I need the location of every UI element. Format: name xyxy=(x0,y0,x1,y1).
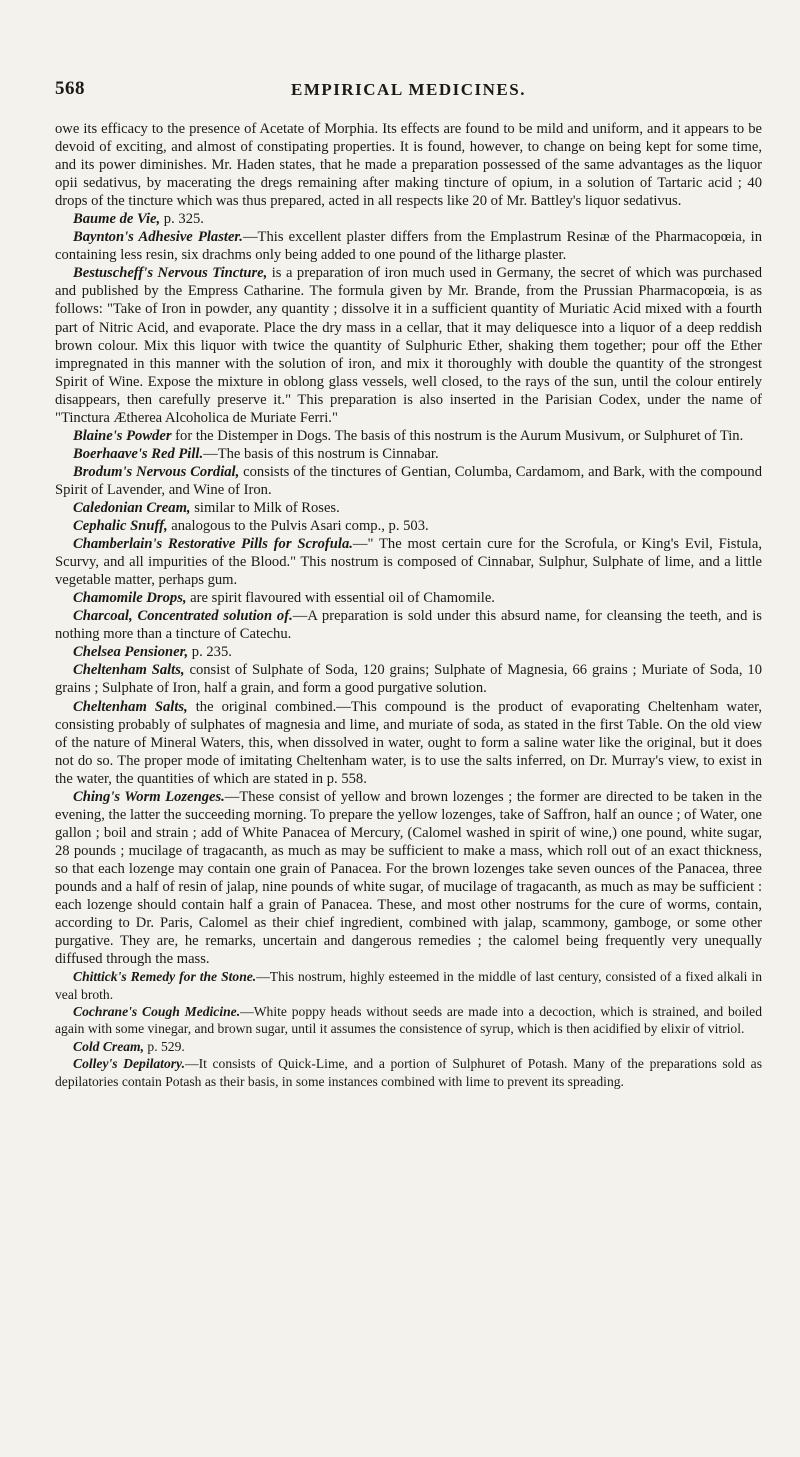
entry-text: —It consists of Quick-Lime, and a portion of Sulphuret of Potash. Many of the preparations sold as depilatories contain Potash as their basis, in some instances combined with lime to prevent its spreading. xyxy=(55,1056,762,1089)
entry-cephalic-snuff xyxy=(55,517,762,535)
entry-title: Ching's Worm Lozenges. xyxy=(73,788,225,805)
page-number: 568 xyxy=(55,78,85,99)
entry-title: Brodum's Nervous Cordial, xyxy=(73,463,240,480)
entry-cheltenham-salts xyxy=(55,661,762,697)
entry-text: owe its efficacy to the presence of Acetate of Morphia. Its effects are found to be mild and uniform, and it appears to be devoid of exciting, and almost of constipating properties. It is found, however, to change on being kept for some time, and its power diminishes. Mr. Haden states, that he made a preparation possessed of the same advantages as the liquor opii sedativus, by macerating the dregs remaining after making tincture of opium, in a solution of Tartaric acid ; 40 drops of the tincture which was thus prepared, acted in all respects like 20 of Mr. Battley's liquor sedativus. xyxy=(55,121,762,210)
entry-blaine-powder xyxy=(55,427,762,445)
entry-title: Caledonian Cream, xyxy=(73,499,191,516)
entry-title: Chamomile Drops, xyxy=(73,590,187,607)
entry-text: analogous to the Pulvis Asari comp., p. 503. xyxy=(167,518,429,535)
entry-title: Cephalic Snuff, xyxy=(73,518,168,535)
entry-text: —These consist of yellow and brown lozenges ; the former are directed to be taken in the evening, the latter the succeeding morning. To prepare the yellow lozenges, take of Saffron, half an ounce ; of Water, one gallon ; boil and strain ; add of White Panacea of Mercury, (Calomel washed in spirit of wine,) one pound, white sugar, 28 pounds ; mucilage of tragacanth, as much as may be sufficient to make a mass, which roll out of an exact thickness, so that each lozenge may contain one grain of Panacea. For the brown lozenges take seven ounces of the Panacea, three pounds and a half of resin of jalap, nine pounds of white sugar, of mucilage of tragacanth, as much as may be sufficient : each lozenge should contain half a grain of Panacea. These, and most other nostrums for the cure of worms, contain, according to Dr. Paris, Calomel as their chief ingredient, combined with jalap, scammony, gamboge, or some other purgative. They are, he remarks, uncertain and dangerous remedies ; the calomel being frequently very unequally diffused through the mass. xyxy=(55,788,762,968)
entry-title: Chittick's Remedy for the Stone. xyxy=(73,969,257,985)
entry-ching-lozenges xyxy=(55,788,762,968)
entry-chelsea-pensioner xyxy=(55,643,762,661)
entry-chamberlain-pills xyxy=(55,535,762,589)
entry-text: p. 235. xyxy=(188,644,232,661)
running-head: EMPIRICAL MEDICINES. xyxy=(291,80,526,99)
entry-title: Chelsea Pensioner, xyxy=(73,644,189,661)
entry-text: for the Distemper in Dogs. The basis of this nostrum is the Aurum Musivum, or Sulphuret of Tin. xyxy=(171,427,744,444)
small-print-text xyxy=(55,968,762,1090)
entry-text: similar to Milk of Roses. xyxy=(190,499,340,516)
entry-text: —This nostrum, highly esteemed in the middle of last century, consisted of a fixed alkali in veal broth. xyxy=(55,969,762,1002)
entry-text: —A preparation is sold under this absurd name, for cleansing the teeth, and is nothing more than a tincture of Catechu. xyxy=(55,608,762,643)
entry-title: Bestuscheff's Nervous Tincture, xyxy=(73,265,268,282)
entry-title: Cochrane's Cough Medicine. xyxy=(73,1004,241,1020)
entry-text: consist of Sulphate of Soda, 120 grains; Sulphate of Magnesia, 66 grains ; Muriate of Soda, 10 grains ; Sulphate of Iron, half a grain, and form a good purgative solution. xyxy=(55,662,763,697)
entry-text: —The basis of this nostrum is Cinnabar. xyxy=(203,445,439,462)
entry-title: Cold Cream, xyxy=(73,1038,144,1054)
entry-cochrane-cough-medicine xyxy=(55,1003,762,1038)
entry-caledonian-cream xyxy=(55,499,762,517)
entry-title: Chamberlain's Restorative Pills for Scrofula. xyxy=(73,536,353,553)
entry-text: —White poppy heads without seeds are made into a decoction, which is strained, and boiled again with some vinegar, and brown sugar, until it assumes the consistence of syrup, which is then acidified by elixir of vitriol. xyxy=(55,1004,762,1037)
entry-text: —" The most certain cure for the Scrofula, or King's Evil, Fistula, Scurvy, and all impurities of the Blood." This nostrum is composed of Cinnabar, Sulphur, Sulphate of lime, and a little vegetable matter, perhaps gum. xyxy=(55,536,762,589)
paragraph-continuation xyxy=(55,120,762,210)
entry-chamomile-drops xyxy=(55,589,762,607)
entry-baume-de-vie xyxy=(55,210,762,228)
entry-title: Charcoal, Concentrated solution of. xyxy=(73,608,293,625)
entry-title: Blaine's Powder xyxy=(73,427,172,444)
entry-brodum-cordial xyxy=(55,463,762,499)
entry-chittick-remedy xyxy=(55,968,762,1003)
entry-baynton-plaster xyxy=(55,228,762,264)
entry-text: —This excellent plaster differs from the Emplastrum Resinæ of the Pharmacopœia, in containing less resin, six drachms only being added to one pound of the litharge plaster. xyxy=(55,229,762,264)
entry-title: Colley's Depilatory. xyxy=(73,1056,185,1072)
entry-cold-cream xyxy=(55,1038,762,1055)
entry-title: Boerhaave's Red Pill. xyxy=(73,445,204,462)
entry-text: p. 529. xyxy=(144,1038,185,1054)
entry-title: Cheltenham Salts, xyxy=(73,662,185,679)
entry-text: p. 325. xyxy=(160,211,204,228)
entry-text: the original combined.—This compound is the product of evaporating Cheltenham water, consisting probably of sulphates of magnesia and lime, and muriate of soda, as stated in the first Table. On the old view of the nature of Mineral Waters, this, when dissolved in water, ought to form a saline water like the original, but it does not do so. The proper mode of imitating Cheltenham water, is to use the salts inferred, on Dr. Murray's view, to exist in the water, the quantities of which are stated in p. 558. xyxy=(55,698,763,787)
entry-cheltenham-salts-original xyxy=(55,698,762,788)
entry-charcoal-solution xyxy=(55,607,762,643)
entry-boerhaave-pill xyxy=(55,445,762,463)
entry-title: Baynton's Adhesive Plaster. xyxy=(73,229,243,246)
entry-text: are spirit flavoured with essential oil of Chamomile. xyxy=(186,590,495,607)
entry-text: consists of the tinctures of Gentian, Columba, Cardamom, and Bark, with the compound Spirit of Lavender, and Wine of Iron. xyxy=(55,463,762,498)
entry-text: is a preparation of iron much used in Germany, the secret of which was purchased and published by the Empress Catharine. The formula given by Mr. Brande, from the Prussian Pharmacopœia, is as follows: "Take of Iron in powder, any quantity ; dissolve it in a sufficient quantity of Muriatic Acid mixed with a fourth part of Nitric Acid, and evaporate. Place the dry mass in a cellar, that it may deliquesce into a liquor of a deep reddish brown colour. Mix this liquor with twice the quantity of Sulphuric Ether, shaking them together; pour off the Ether impregnated in this manner with the solution of iron, and mix it thoroughly with double the quantity of the strongest Spirit of Wine. Expose the mixture in oblong glass vessels, well closed, to the rays of the sun, until the colour entirely disappears, then carefully preserve it." This preparation is also inserted in the Parisian Codex, under the name of "Tinctura Ætherea Alcoholica de Muriate Ferri." xyxy=(55,265,762,426)
entry-title: Baume de Vie, xyxy=(73,211,161,228)
entry-colley-depilatory xyxy=(55,1055,762,1090)
page-header xyxy=(55,78,762,108)
entry-bestuscheff-tincture xyxy=(55,264,762,426)
entry-title: Cheltenham Salts, xyxy=(73,698,188,715)
body-text xyxy=(55,120,762,968)
